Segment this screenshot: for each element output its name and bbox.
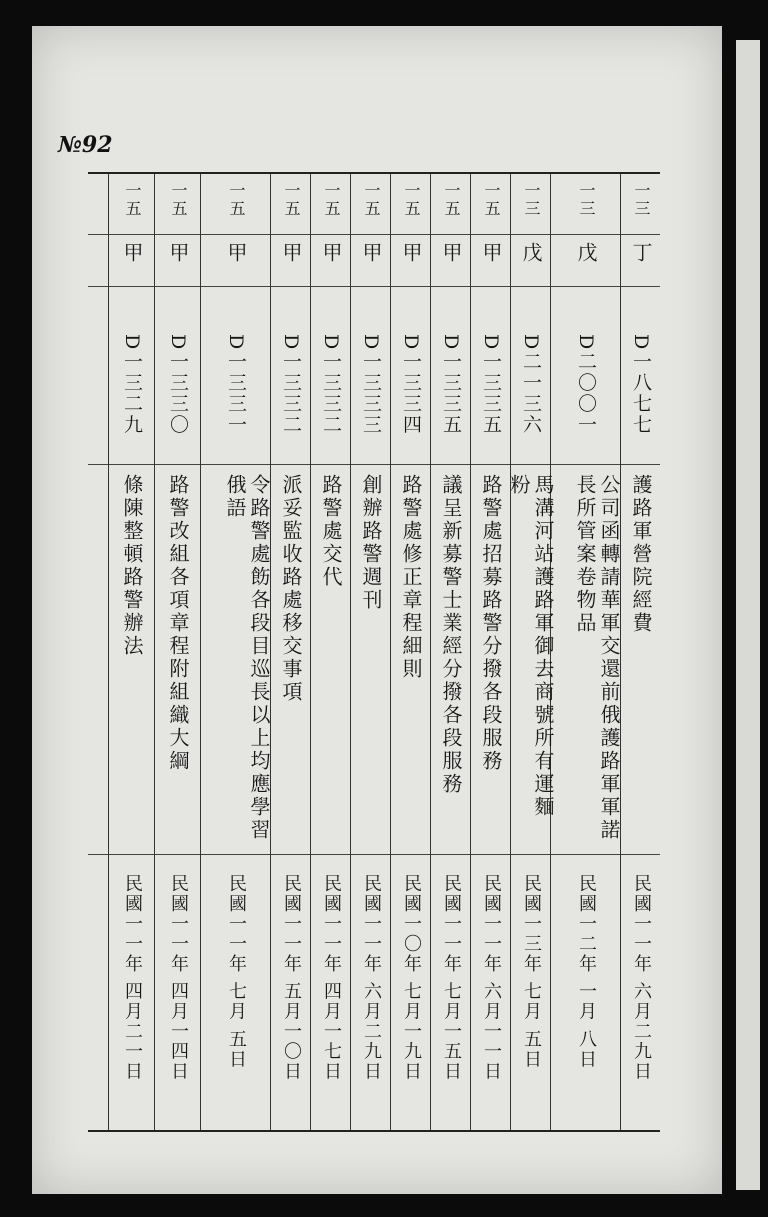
row-code: D二一三六 xyxy=(520,334,542,436)
row-title: 護路軍營院經費 xyxy=(629,474,653,635)
row-title: 路警改組各項章程附組織大綱 xyxy=(166,474,190,773)
row-number: 一五 xyxy=(402,182,421,218)
table-row xyxy=(108,174,155,1130)
table-row xyxy=(200,174,271,1130)
row-date: 民國一〇年 七月一九日 xyxy=(401,874,422,1082)
row-code: D一三三〇 xyxy=(167,334,189,436)
row-grade: 甲 xyxy=(120,242,144,265)
row-title: 令路警處飭各段目巡長以上均應學習俄語 xyxy=(223,474,271,842)
table-row xyxy=(154,174,201,1130)
row-number: 一三 xyxy=(522,182,541,218)
row-code: D一三三二 xyxy=(280,334,302,436)
row-grade: 甲 xyxy=(399,242,423,265)
row-number: 一五 xyxy=(442,182,461,218)
row-number: 一五 xyxy=(322,182,341,218)
row-title: 路警處修正章程細則 xyxy=(399,474,423,681)
row-code: D一八七七 xyxy=(630,334,652,436)
row-number: 一五 xyxy=(123,182,142,218)
row-grade: 甲 xyxy=(279,242,303,265)
row-number: 一三 xyxy=(632,182,651,218)
row-number: 一三 xyxy=(577,182,596,218)
row-date: 民國一一年 六月二九日 xyxy=(631,874,652,1082)
row-grade: 丁 xyxy=(629,242,653,265)
row-grade: 甲 xyxy=(319,242,343,265)
row-title: 公司函轉請華軍交還前俄護路軍軍諾長所管案卷物品 xyxy=(573,474,621,842)
row-code: D一三三四 xyxy=(400,334,422,436)
row-date: 民國一一年 四月一七日 xyxy=(321,874,342,1082)
row-grade: 甲 xyxy=(439,242,463,265)
table-row xyxy=(390,174,431,1130)
row-grade: 甲 xyxy=(166,242,190,265)
row-title: 議呈新募警士業經分撥各段服務 xyxy=(439,474,463,796)
row-date: 民國一三年 七月 五日 xyxy=(521,874,542,1070)
row-code: D一三三三 xyxy=(360,334,382,436)
row-code: D一三三五 xyxy=(440,334,462,436)
row-title: 創辦路警週刊 xyxy=(359,474,383,612)
row-code: D一三三一 xyxy=(225,334,247,436)
row-title: 路警處交代 xyxy=(319,474,343,589)
row-number: 一五 xyxy=(227,182,246,218)
catalog-table xyxy=(88,172,660,1132)
row-date: 民國一一年 五月一〇日 xyxy=(281,874,302,1082)
row-number: 一五 xyxy=(282,182,301,218)
table-row xyxy=(430,174,471,1130)
row-date: 民國一一年 六月一一日 xyxy=(481,874,502,1082)
table-row xyxy=(310,174,351,1130)
row-date: 民國一二年 一月 八日 xyxy=(576,874,597,1070)
row-date: 民國一一年 六月二九日 xyxy=(361,874,382,1082)
row-date: 民國一一年 七月 五日 xyxy=(226,874,247,1070)
row-grade: 甲 xyxy=(479,242,503,265)
page-edge xyxy=(736,40,760,1190)
row-grade: 甲 xyxy=(359,242,383,265)
row-code: D一三二九 xyxy=(121,334,143,436)
row-code: D一三三五 xyxy=(480,334,502,436)
row-date: 民國一一年 四月一四日 xyxy=(168,874,189,1082)
row-number: 一五 xyxy=(169,182,188,218)
row-grade: 戊 xyxy=(574,242,598,265)
page-number: №92 xyxy=(58,132,113,158)
row-number: 一五 xyxy=(362,182,381,218)
row-grade: 甲 xyxy=(224,242,248,265)
row-code: D二〇〇一 xyxy=(575,334,597,436)
table-row xyxy=(620,174,661,1130)
row-title: 馬溝河站護路軍御去商號所有運麵粉 xyxy=(507,474,555,819)
table-row xyxy=(507,174,555,1130)
row-title: 派妥監收路處移交事項 xyxy=(279,474,303,704)
table-row xyxy=(550,174,621,1130)
row-title: 路警處招募路警分撥各段服務 xyxy=(479,474,503,773)
row-number: 一五 xyxy=(482,182,501,218)
table-row xyxy=(470,174,511,1130)
row-date: 民國一一年 七月一五日 xyxy=(441,874,462,1082)
table-row xyxy=(350,174,391,1130)
table-row xyxy=(270,174,311,1130)
row-code: D一三三二 xyxy=(320,334,342,436)
row-title: 條陳整頓路警辦法 xyxy=(120,474,144,658)
row-date: 民國一一年 四月二一日 xyxy=(122,874,143,1082)
row-grade: 戊 xyxy=(519,242,543,265)
